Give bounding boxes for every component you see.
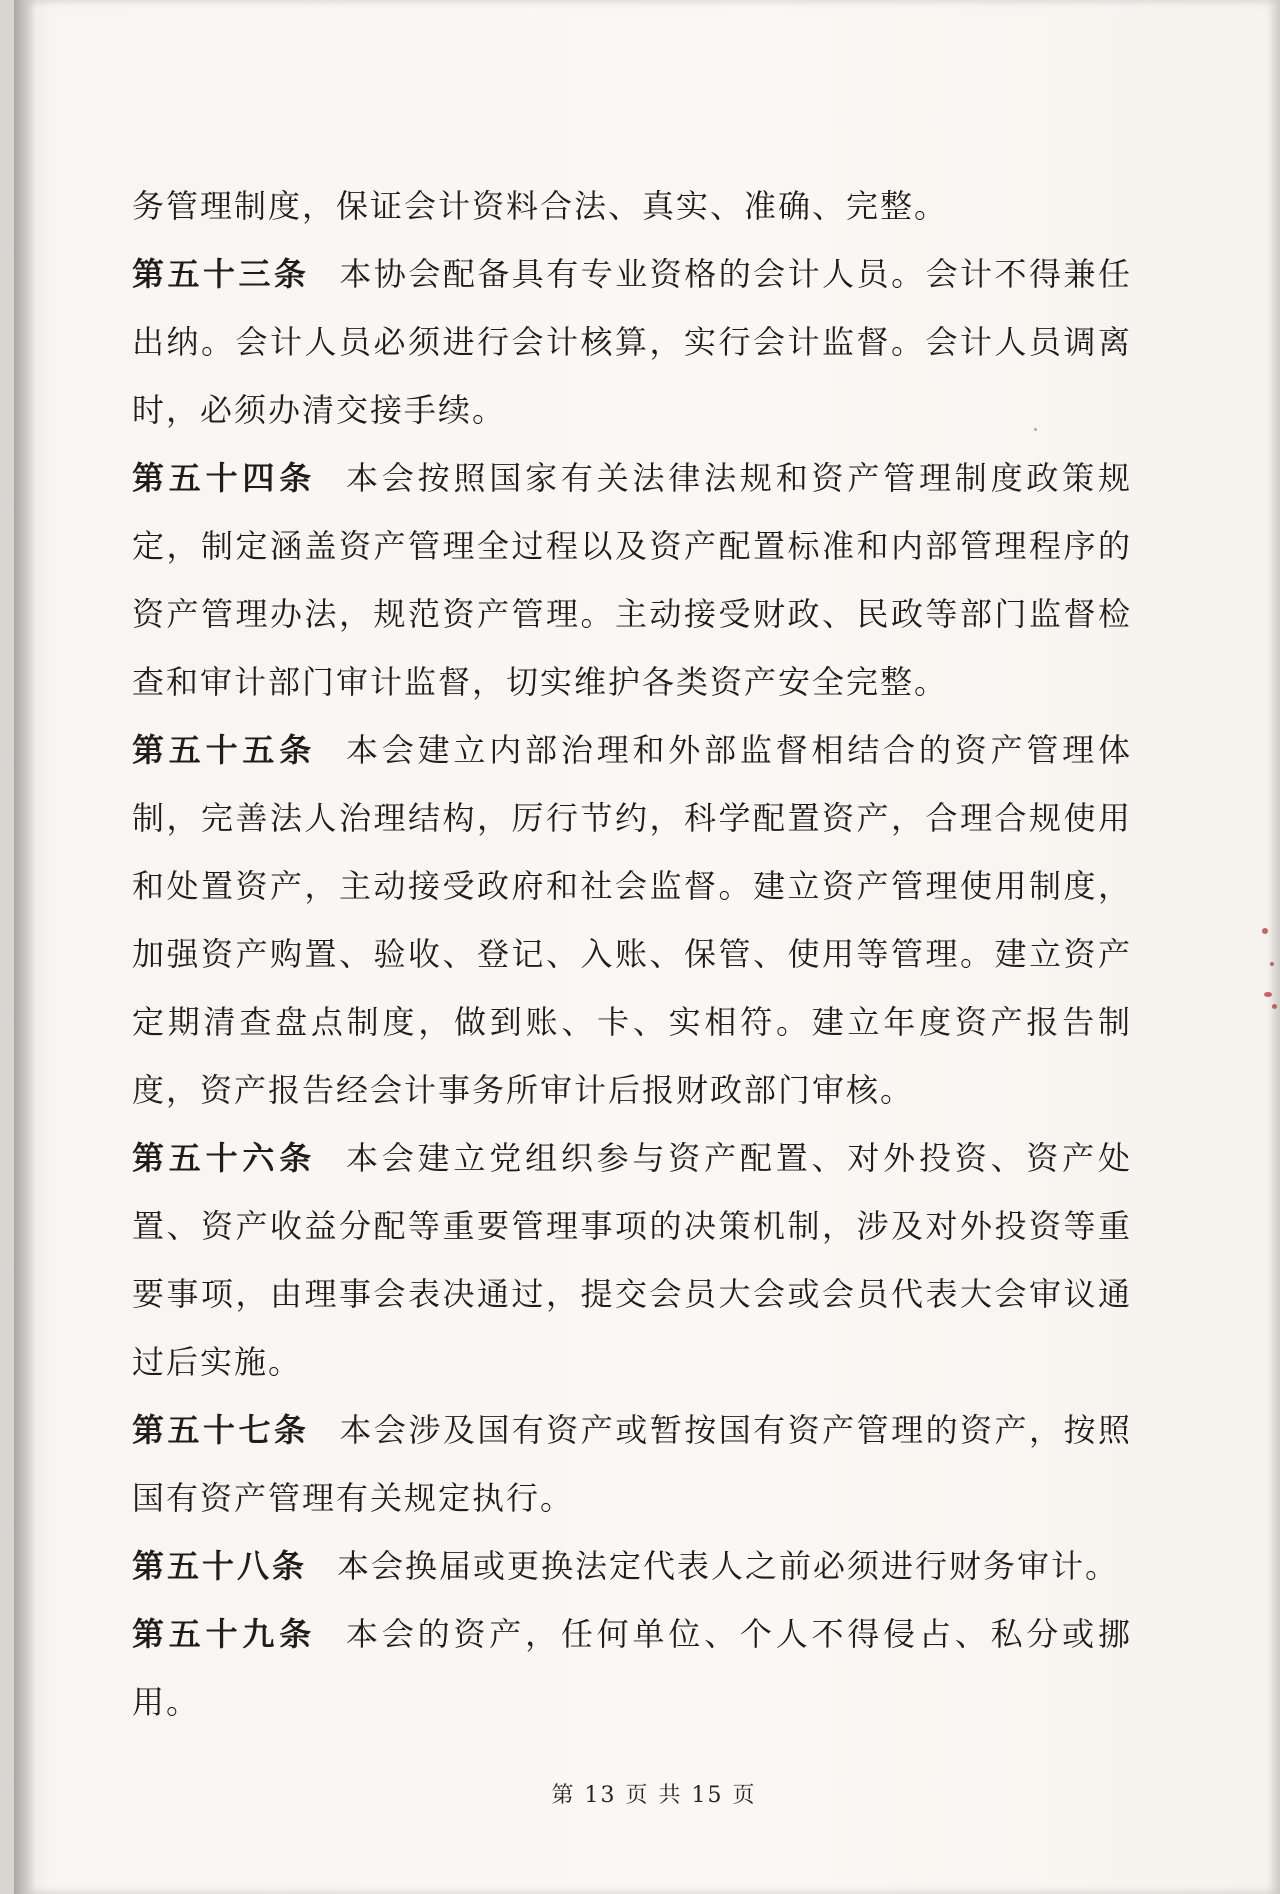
article-text: 本协会配备具有专业资格的会计人员。会计不得兼任出纳。会计人员必须进行会计核算，实行会计监督。会计人员调离时，必须办清交接手续。 — [132, 255, 1132, 429]
article-57 — [132, 1396, 1132, 1532]
stamp-bleed-mark — [1270, 962, 1274, 966]
article-55 — [132, 716, 1132, 1124]
paragraph-continuation — [132, 172, 1132, 240]
paper-speck — [1034, 428, 1037, 431]
article-58 — [132, 1532, 1132, 1600]
article-text: 本会建立党组织参与资产配置、对外投资、资产处置、资产收益分配等重要管理事项的决策机制，涉及对外投资等重要事项，由理事会表决通过，提交会员大会或会员代表大会审议通过后实施。 — [132, 1139, 1132, 1381]
article-number: 第五十六条 — [132, 1139, 317, 1177]
article-text: 本会换届或更换法定代表人之前必须进行财务审计。 — [337, 1547, 1120, 1585]
article-56 — [132, 1124, 1132, 1396]
document-body — [132, 172, 1132, 1736]
article-number: 第五十五条 — [132, 731, 317, 769]
stamp-bleed-mark — [1272, 1004, 1277, 1009]
stamp-bleed-mark — [1262, 928, 1268, 934]
article-59 — [132, 1600, 1132, 1736]
article-text: 本会的资产，任何单位、个人不得侵占、私分或挪用。 — [132, 1615, 1132, 1721]
article-number: 第五十八条 — [132, 1547, 308, 1585]
article-text: 本会涉及国有资产或暂按国有资产管理的资产，按照国有资产管理有关规定执行。 — [132, 1411, 1132, 1517]
page-number-footer: 第 13 页 共 15 页 — [551, 1783, 757, 1808]
paragraph-text: 务管理制度，保证会计资料合法、真实、准确、完整。 — [132, 187, 949, 225]
article-number: 第五十四条 — [132, 459, 317, 497]
article-53 — [132, 240, 1132, 444]
article-text: 本会建立内部治理和外部监督相结合的资产管理体制，完善法人治理结构，厉行节约，科学配置资产，合理合规使用和处置资产，主动接受政府和社会监督。建立资产管理使用制度，加强资产购置、验收、登记、入账、保管、使用等管理。建立资产定期清查盘点制度，做到账、卡、实相符。建立年度资产报告制度，资产报告经会计事务所审计后报财政部门审核。 — [132, 731, 1132, 1109]
page-edge-shadow — [14, 0, 36, 1894]
article-text: 本会按照国家有关法律法规和资产管理制度政策规定，制定涵盖资产管理全过程以及资产配置标准和内部管理程序的资产管理办法，规范资产管理。主动接受财政、民政等部门监督检查和审计部门审计监督，切实维护各类资产安全完整。 — [132, 459, 1132, 701]
article-number: 第五十七条 — [132, 1411, 310, 1449]
article-54 — [132, 444, 1132, 716]
stamp-bleed-mark — [1264, 992, 1272, 997]
article-number: 第五十三条 — [132, 255, 310, 293]
document-page — [14, 0, 1280, 1894]
article-number: 第五十九条 — [132, 1615, 317, 1653]
